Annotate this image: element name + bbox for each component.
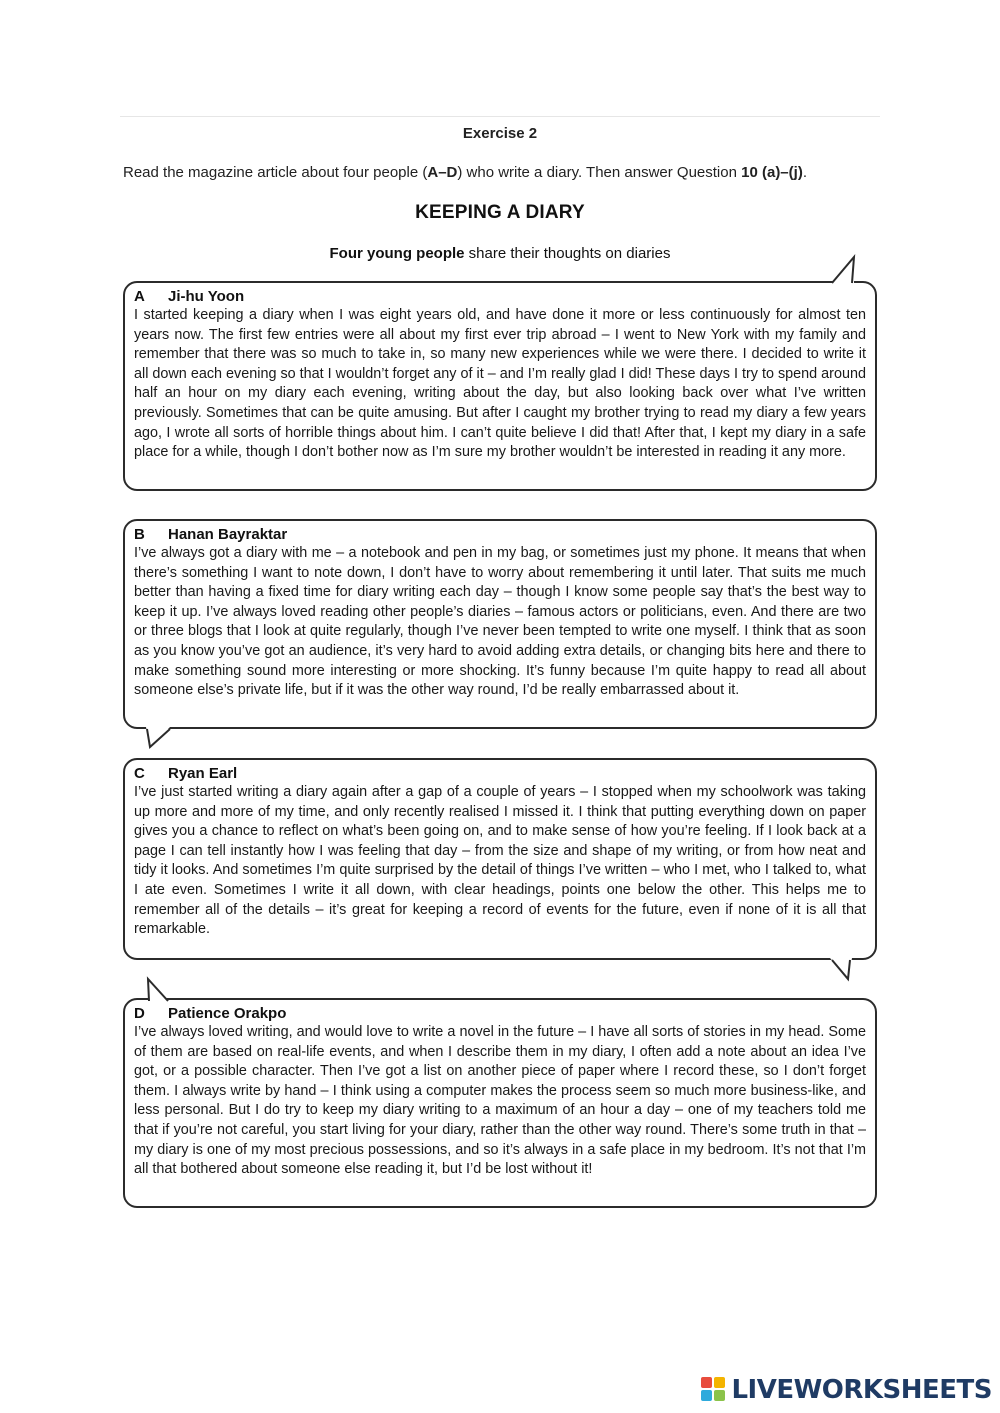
entry-name: Hanan Bayraktar bbox=[168, 526, 288, 543]
entry-heading bbox=[134, 1004, 866, 1023]
liveworksheets-logo-icon bbox=[701, 1377, 727, 1403]
instructions-pre: Read the magazine article about four people ( bbox=[123, 164, 428, 181]
entry-text: I started keeping a diary when I was eight years old, and have done it more or less continuously for almost ten years now. The first few entries were all about my first ever trip abroad – I went to New York with my family and remember that there was so much to take in, so many new experiences while we were there. I decided to write it all down each evening so that I wouldn’t forget any of it – and I’m really glad I did! These days I try to spend around half an hour on my diary each evening, writing about the day, but also looking back over what I’ve written previously. Sometimes that can be quite amusing. But after I caught my brother trying to read my diary a few years ago, I wrote all sorts of horrible things about him. I can’t quite believe I did that! After that, I kept my diary in a safe place for a while, though I don’t bother now as I’m sure my brother wouldn’t be interested in reading it any more. bbox=[134, 307, 866, 461]
logo-square-3 bbox=[701, 1390, 712, 1401]
instructions-post: . bbox=[802, 164, 807, 181]
subtitle-bold: Four young people bbox=[329, 245, 465, 262]
liveworksheets-logo-text: LIVEWORKSHEETS bbox=[731, 1375, 992, 1405]
logo-square-1 bbox=[701, 1377, 712, 1388]
logo-square-4 bbox=[714, 1390, 725, 1401]
instructions bbox=[123, 164, 903, 181]
entry-heading bbox=[134, 764, 866, 783]
entry-text: I’ve always loved writing, and would love to write a novel in the future – I have all sorts of stories in my head. Some of them are based on real-life events, and when I describe them in my diary, I often add a note about an idea I’ve got, or a possible character. Then I’ve got a list on another piece of paper where I record these, so I don’t forget them. I always write by hand – I think using a computer makes the process seem so much more business-like, and less personal. But I do try to keep my diary writing to a maximum of an hour a day – one of my teachers told me that if you’re not careful, you start living for your diary, rather than the other way round. There’s some truth in that – my diary is one of my most precious possessions, and so it’s always in a safe place in my bedroom. It’s not that I’m all that bothered about someone else reading it, but I’d be lost without it! bbox=[134, 1024, 866, 1178]
entry-bubble-d bbox=[123, 998, 877, 1208]
liveworksheets-logo bbox=[701, 1375, 992, 1405]
speech-tail-d bbox=[140, 977, 180, 1003]
entry-bubble-a bbox=[123, 281, 877, 491]
entry-letter: A bbox=[134, 288, 145, 305]
instructions-range: A–D bbox=[427, 164, 458, 181]
logo-square-2 bbox=[714, 1377, 725, 1388]
entry-letter: D bbox=[134, 1005, 145, 1022]
entry-name: Ryan Earl bbox=[168, 765, 238, 782]
entry-letter: C bbox=[134, 765, 145, 782]
speech-tail-c bbox=[824, 957, 864, 983]
entry-letter: B bbox=[134, 526, 145, 543]
speech-tail-a bbox=[828, 255, 868, 285]
entry-bubble-b bbox=[123, 519, 877, 729]
entry-text: I’ve just started writing a diary again after a gap of a couple of years – I stopped when my schoolwork was taking up more and more of my time, and only recently realised I missed it. I think that putting everything down on paper gives you a chance to reflect on what’s been going on, and to make sense of how you’re feeling. If I look back at a page I can tell instantly how I was feeling that day – from the size and shape of my writing, or from how neat and tidy it looks. And sometimes I’m quite surprised by the detail of things I’ve written – who I met, who I talked to, what I ate even. Sometimes I write it all down, with clear headings, points one below the other. This helps me to remember all of the details – it’s great for keeping a record of events for the future, even if none of it is all that remarkable. bbox=[134, 784, 866, 938]
entry-name: Patience Orakpo bbox=[168, 1005, 287, 1022]
entry-heading bbox=[134, 287, 866, 306]
entry-text: I’ve always got a diary with me – a notebook and pen in my bag, or sometimes just my phone. It means that when there’s something I want to note down, I don’t have to worry about remembering it until later. That suits me much better than having a fixed time for diary writing each day – though I know some people say that’s the best way to keep it up. I’ve always loved reading other people’s diaries – famous actors or politicians, even. And there are two or three blogs that I look at quite regularly, though I’ve never been tempted to write one myself. I think that as soon as you know you’ve got an audience, it’s very hard to avoid adding extra details, or changing bits here and there to make something sound more interesting or more shocking. It’s funny because I’m quite happy to read all about someone else’s private life, but if it was the other way round, I’d be really embarrassed about it. bbox=[134, 545, 866, 699]
speech-tail-b bbox=[140, 726, 180, 750]
entry-heading bbox=[134, 525, 866, 544]
article-title: KEEPING A DIARY bbox=[415, 202, 585, 223]
instructions-mid: ) who write a diary. Then answer Question bbox=[457, 164, 742, 181]
entry-name: Ji-hu Yoon bbox=[168, 288, 245, 305]
top-divider bbox=[120, 116, 880, 117]
instructions-question: 10 (a)–(j) bbox=[741, 164, 803, 181]
exercise-title: Exercise 2 bbox=[462, 125, 538, 142]
entry-bubble-c bbox=[123, 758, 877, 960]
subtitle-rest: share their thoughts on diaries bbox=[464, 245, 671, 262]
